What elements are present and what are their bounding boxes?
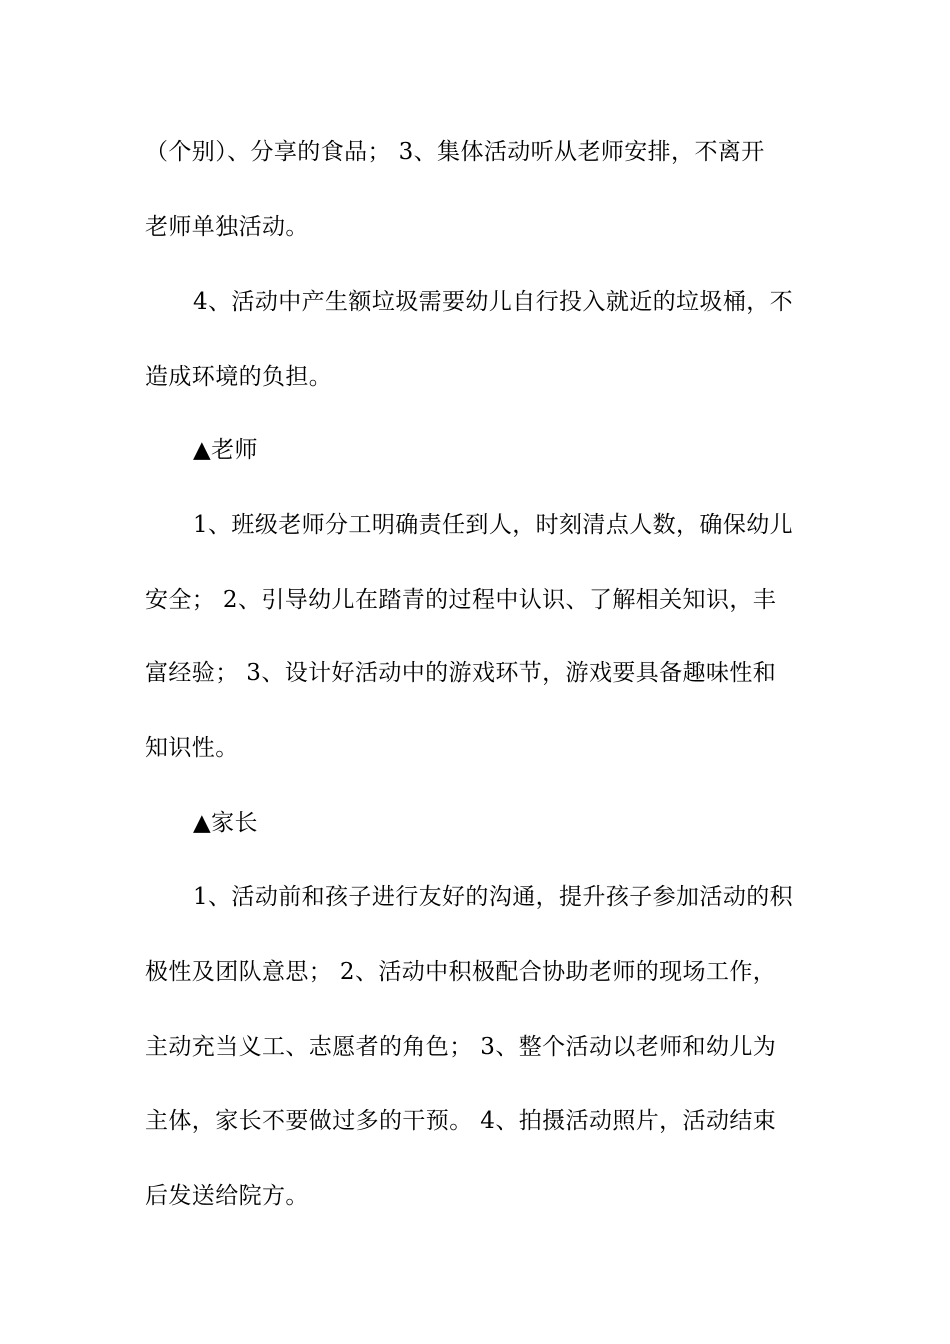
paragraph-line: 1、活动前和孩子进行友好的沟通，提升孩子参加活动的积 (193, 884, 794, 910)
paragraph-line: 造成环境的负担。 (145, 364, 333, 390)
paragraph-line: 知识性。 (145, 735, 239, 761)
paragraph-line: 主动充当义工、志愿者的角色； 3、整个活动以老师和幼儿为 (145, 1034, 777, 1060)
paragraph-line: 安全； 2、引导幼儿在踏青的过程中认识、了解相关知识，丰 (145, 587, 777, 613)
section-heading-parents: ▲家长 (193, 810, 258, 836)
paragraph-line: （个别）、分享的食品； 3、集体活动听从老师安排，不离开 (145, 139, 765, 165)
paragraph-line: 主体，家长不要做过多的干预。 4、拍摄活动照片，活动结束 (145, 1108, 777, 1134)
paragraph-line: 4、活动中产生额垃圾需要幼儿自行投入就近的垃圾桶，不 (193, 289, 794, 315)
paragraph-line: 极性及团队意思； 2、活动中积极配合协助老师的现场工作， (145, 959, 777, 985)
paragraph-line: 1、班级老师分工明确责任到人，时刻清点人数，确保幼儿 (193, 512, 794, 538)
paragraph-line: 老师单独活动。 (145, 214, 309, 240)
paragraph-line: 富经验； 3、设计好活动中的游戏环节，游戏要具备趣味性和 (145, 660, 777, 686)
paragraph-line: 后发送给院方。 (145, 1183, 309, 1209)
section-heading-teacher: ▲老师 (193, 437, 258, 463)
